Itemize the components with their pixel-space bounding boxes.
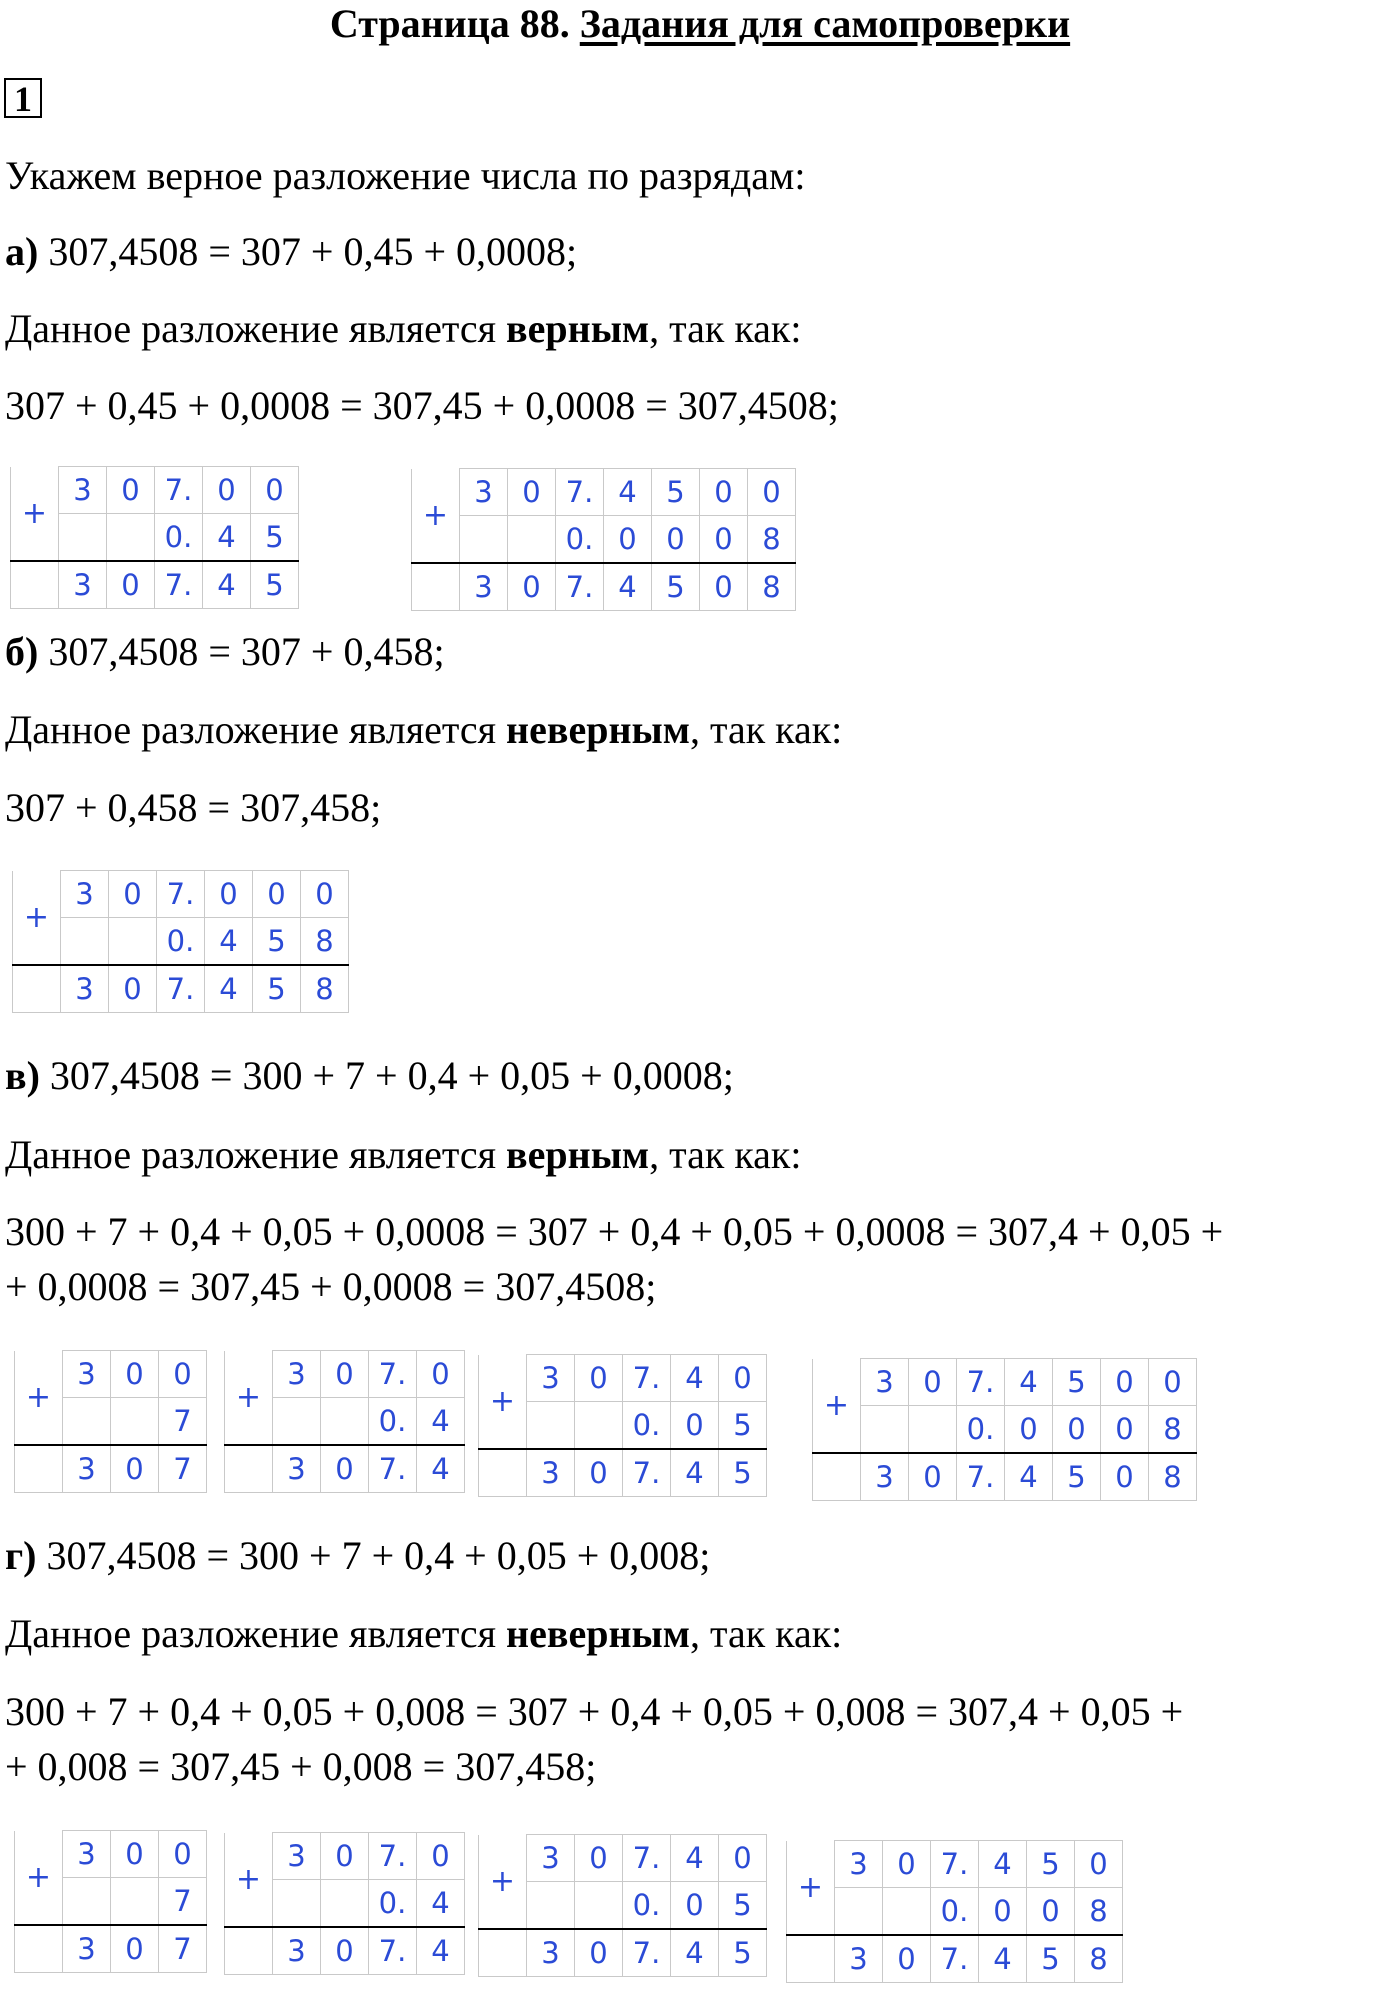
digit-cell: 3 bbox=[273, 1927, 321, 1975]
digit-cell: 7. bbox=[369, 1833, 417, 1880]
column-addition-v1 bbox=[14, 1350, 207, 1493]
column-addition-g2 bbox=[224, 1832, 465, 1975]
digit-cell bbox=[273, 1880, 321, 1928]
digit-cell: 7. bbox=[369, 1445, 417, 1493]
part-g-expression: 307,4508 = 300 + 7 + 0,4 + 0,05 + 0,008; bbox=[36, 1533, 711, 1578]
digit-cell bbox=[575, 1882, 623, 1930]
grid-spacer-cell bbox=[15, 1925, 63, 1973]
digit-cell: 0 bbox=[575, 1929, 623, 1977]
digit-cell: 0 bbox=[1005, 1406, 1053, 1454]
digit-cell: 5 bbox=[719, 1449, 767, 1497]
digit-cell bbox=[575, 1402, 623, 1450]
digit-cell: 3 bbox=[527, 1835, 575, 1882]
digit-cell: 3 bbox=[527, 1355, 575, 1402]
grid-row-r2 bbox=[787, 1888, 1123, 1936]
digit-cell: 0 bbox=[321, 1927, 369, 1975]
part-a-label: а) bbox=[5, 229, 39, 274]
plus-sign: + bbox=[13, 871, 61, 966]
digit-cell bbox=[460, 516, 508, 564]
digit-cell bbox=[883, 1888, 931, 1936]
digit-cell: 7. bbox=[957, 1453, 1005, 1501]
grid-row-sum bbox=[479, 1929, 767, 1977]
digit-cell: 0 bbox=[301, 871, 349, 918]
digit-cell: 0 bbox=[700, 516, 748, 564]
digit-cell: 7 bbox=[159, 1445, 207, 1493]
grid-row-sum bbox=[11, 561, 299, 609]
digit-cell bbox=[61, 918, 109, 966]
part-g-statement bbox=[5, 1532, 710, 1580]
digit-cell: 7. bbox=[623, 1929, 671, 1977]
plus-sign: + bbox=[412, 469, 460, 564]
digit-cell: 0 bbox=[251, 467, 299, 514]
digit-cell: 0 bbox=[321, 1833, 369, 1880]
part-b-statement bbox=[5, 628, 445, 676]
grid-row-r1 bbox=[225, 1351, 465, 1398]
digit-cell: 0 bbox=[321, 1351, 369, 1398]
digit-cell: 0 bbox=[159, 1831, 207, 1878]
digit-cell: 7. bbox=[369, 1927, 417, 1975]
plus-sign: + bbox=[15, 1831, 63, 1926]
part-v-verdict-word: верным bbox=[506, 1132, 650, 1177]
grid-row-r1 bbox=[813, 1359, 1197, 1406]
grid-row-r1 bbox=[479, 1355, 767, 1402]
digit-cell: 7. bbox=[957, 1359, 1005, 1406]
plus-sign: + bbox=[479, 1355, 527, 1450]
digit-cell: 7. bbox=[623, 1449, 671, 1497]
digit-cell: 4 bbox=[417, 1927, 465, 1975]
grid-row-sum bbox=[412, 563, 796, 611]
plus-sign: + bbox=[813, 1359, 861, 1454]
part-v-verdict-pre: Данное разложение является bbox=[5, 1132, 507, 1177]
digit-cell: 0 bbox=[1027, 1888, 1075, 1936]
grid-row-sum bbox=[479, 1449, 767, 1497]
digit-cell: 0. bbox=[623, 1882, 671, 1930]
column-addition-v3 bbox=[478, 1354, 767, 1497]
part-g-calc-line1: 300 + 7 + 0,4 + 0,05 + 0,008 = 307 + 0,4 + 0,05 + 0,008 = 307,4 + 0,05 + bbox=[5, 1689, 1184, 1734]
digit-cell: 7. bbox=[623, 1835, 671, 1882]
digit-cell: 3 bbox=[63, 1831, 111, 1878]
part-a-verdict bbox=[5, 305, 801, 353]
digit-cell: 0 bbox=[700, 469, 748, 516]
digit-cell: 7 bbox=[159, 1925, 207, 1973]
digit-cell: 4 bbox=[979, 1935, 1027, 1983]
part-b-verdict bbox=[5, 706, 842, 754]
digit-cell: 0. bbox=[155, 514, 203, 562]
grid-row-r2 bbox=[813, 1406, 1197, 1454]
digit-cell: 3 bbox=[61, 871, 109, 918]
digit-cell: 4 bbox=[671, 1835, 719, 1882]
digit-cell bbox=[59, 514, 107, 562]
intro-text: Укажем верное разложение числа по разрядам: bbox=[5, 153, 806, 198]
column-addition-g3 bbox=[478, 1834, 767, 1977]
digit-cell: 3 bbox=[527, 1929, 575, 1977]
digit-cell: 4 bbox=[979, 1841, 1027, 1888]
digit-cell: 0 bbox=[671, 1402, 719, 1450]
grid-spacer-cell bbox=[11, 561, 59, 609]
column-addition-g4 bbox=[786, 1840, 1123, 1983]
digit-cell: 8 bbox=[1149, 1406, 1197, 1454]
digit-cell: 0. bbox=[931, 1888, 979, 1936]
digit-cell: 8 bbox=[301, 965, 349, 1013]
part-v-calc-line2: + 0,0008 = 307,45 + 0,0008 = 307,4508; bbox=[5, 1264, 657, 1309]
digit-cell: 0 bbox=[109, 965, 157, 1013]
part-g-verdict-word: неверным bbox=[506, 1611, 690, 1656]
digit-cell: 3 bbox=[63, 1925, 111, 1973]
part-v-expression: 307,4508 = 300 + 7 + 0,4 + 0,05 + 0,0008; bbox=[39, 1053, 734, 1098]
digit-cell: 5 bbox=[719, 1929, 767, 1977]
column-addition-a1 bbox=[10, 466, 299, 609]
part-g-verdict-pre: Данное разложение является bbox=[5, 1611, 507, 1656]
column-addition-v4 bbox=[812, 1358, 1197, 1501]
grid-spacer-cell bbox=[225, 1927, 273, 1975]
part-b-calc: 307 + 0,458 = 307,458; bbox=[5, 785, 382, 830]
digit-cell: 5 bbox=[253, 918, 301, 966]
digit-cell: 3 bbox=[861, 1359, 909, 1406]
digit-cell: 7. bbox=[931, 1935, 979, 1983]
digit-cell: 0 bbox=[111, 1445, 159, 1493]
grid-spacer-cell bbox=[225, 1445, 273, 1493]
grid-spacer-cell bbox=[13, 965, 61, 1013]
digit-cell: 5 bbox=[251, 561, 299, 609]
digit-cell: 0 bbox=[1101, 1453, 1149, 1501]
digit-cell: 0 bbox=[575, 1449, 623, 1497]
part-b-verdict-pre: Данное разложение является bbox=[5, 707, 507, 752]
title-prefix: Страница 88. bbox=[329, 1, 570, 46]
digit-cell: 0 bbox=[1053, 1406, 1101, 1454]
digit-cell: 0 bbox=[205, 871, 253, 918]
grid-spacer-cell bbox=[813, 1453, 861, 1501]
digit-cell bbox=[508, 516, 556, 564]
digit-cell: 0 bbox=[719, 1835, 767, 1882]
digit-cell bbox=[63, 1878, 111, 1926]
digit-cell: 8 bbox=[1149, 1453, 1197, 1501]
digit-cell: 0 bbox=[652, 516, 700, 564]
plus-sign: + bbox=[15, 1351, 63, 1446]
column-addition-a2 bbox=[411, 468, 796, 611]
digit-cell bbox=[909, 1406, 957, 1454]
column-addition-v2 bbox=[224, 1350, 465, 1493]
digit-cell: 5 bbox=[253, 965, 301, 1013]
digit-cell: 0 bbox=[417, 1351, 465, 1398]
grid-row-r2 bbox=[13, 918, 349, 966]
grid-row-r1 bbox=[13, 871, 349, 918]
digit-cell: 0 bbox=[1149, 1359, 1197, 1406]
digit-cell bbox=[527, 1882, 575, 1930]
digit-cell: 4 bbox=[671, 1355, 719, 1402]
part-a-verdict-pre: Данное разложение является bbox=[5, 306, 507, 351]
digit-cell: 0 bbox=[575, 1355, 623, 1402]
plus-sign: + bbox=[225, 1351, 273, 1446]
grid-row-sum bbox=[225, 1445, 465, 1493]
digit-cell: 4 bbox=[203, 514, 251, 562]
digit-cell: 0 bbox=[700, 563, 748, 611]
grid-row-r1 bbox=[15, 1831, 207, 1878]
digit-cell: 5 bbox=[652, 469, 700, 516]
digit-cell: 0 bbox=[979, 1888, 1027, 1936]
digit-cell bbox=[321, 1398, 369, 1446]
digit-cell: 0 bbox=[748, 469, 796, 516]
part-v-verdict bbox=[5, 1131, 801, 1179]
task-number: 1 bbox=[4, 78, 42, 118]
digit-cell: 0 bbox=[1075, 1841, 1123, 1888]
digit-cell: 0 bbox=[107, 561, 155, 609]
part-a-expression: 307,4508 = 307 + 0,45 + 0,0008; bbox=[38, 229, 578, 274]
digit-cell: 7. bbox=[369, 1351, 417, 1398]
digit-cell: 5 bbox=[652, 563, 700, 611]
digit-cell bbox=[111, 1398, 159, 1446]
digit-cell: 0 bbox=[107, 467, 155, 514]
digit-cell: 0. bbox=[556, 516, 604, 564]
digit-cell: 5 bbox=[719, 1882, 767, 1930]
digit-cell: 7. bbox=[157, 871, 205, 918]
digit-cell: 0 bbox=[111, 1831, 159, 1878]
digit-cell: 7. bbox=[157, 965, 205, 1013]
part-v-label: в) bbox=[5, 1053, 40, 1098]
digit-cell: 3 bbox=[59, 467, 107, 514]
part-g-label: г) bbox=[5, 1533, 37, 1578]
digit-cell: 0. bbox=[157, 918, 205, 966]
part-a-verdict-word: верным bbox=[506, 306, 650, 351]
digit-cell: 3 bbox=[835, 1935, 883, 1983]
grid-row-sum bbox=[13, 965, 349, 1013]
digit-cell: 0 bbox=[909, 1453, 957, 1501]
digit-cell bbox=[835, 1888, 883, 1936]
grid-row-sum bbox=[15, 1925, 207, 1973]
digit-cell: 0 bbox=[111, 1925, 159, 1973]
digit-cell: 0. bbox=[623, 1402, 671, 1450]
part-a-calc: 307 + 0,45 + 0,0008 = 307,45 + 0,0008 = 307,4508; bbox=[5, 383, 839, 428]
digit-cell: 4 bbox=[205, 965, 253, 1013]
digit-cell: 0. bbox=[369, 1398, 417, 1446]
digit-cell: 4 bbox=[1005, 1453, 1053, 1501]
digit-cell: 8 bbox=[748, 563, 796, 611]
plus-sign: + bbox=[787, 1841, 835, 1936]
grid-spacer-cell bbox=[479, 1449, 527, 1497]
digit-cell: 3 bbox=[273, 1445, 321, 1493]
digit-cell: 7 bbox=[159, 1398, 207, 1446]
digit-cell: 7. bbox=[556, 563, 604, 611]
digit-cell bbox=[111, 1878, 159, 1926]
digit-cell: 4 bbox=[417, 1398, 465, 1446]
part-g-verdict-post: , так как: bbox=[689, 1611, 843, 1656]
digit-cell: 0 bbox=[508, 563, 556, 611]
digit-cell: 3 bbox=[59, 561, 107, 609]
grid-spacer-cell bbox=[15, 1445, 63, 1493]
digit-cell: 3 bbox=[460, 469, 508, 516]
digit-cell: 7. bbox=[556, 469, 604, 516]
digit-cell: 4 bbox=[604, 469, 652, 516]
digit-cell: 4 bbox=[604, 563, 652, 611]
page-title bbox=[0, 0, 1400, 47]
digit-cell: 7. bbox=[623, 1355, 671, 1402]
digit-cell: 0 bbox=[159, 1351, 207, 1398]
part-b-verdict-word: неверным bbox=[506, 707, 690, 752]
grid-row-r1 bbox=[412, 469, 796, 516]
digit-cell: 7. bbox=[155, 467, 203, 514]
digit-cell: 0 bbox=[111, 1351, 159, 1398]
part-b-label: б) bbox=[5, 629, 39, 674]
grid-spacer-cell bbox=[787, 1935, 835, 1983]
plus-sign: + bbox=[225, 1833, 273, 1928]
digit-cell: 5 bbox=[251, 514, 299, 562]
digit-cell: 3 bbox=[527, 1449, 575, 1497]
digit-cell: 4 bbox=[671, 1449, 719, 1497]
digit-cell: 3 bbox=[861, 1453, 909, 1501]
digit-cell: 5 bbox=[719, 1402, 767, 1450]
grid-row-r1 bbox=[225, 1833, 465, 1880]
part-v-verdict-post: , так как: bbox=[649, 1132, 802, 1177]
digit-cell: 8 bbox=[1075, 1888, 1123, 1936]
digit-cell: 8 bbox=[748, 516, 796, 564]
digit-cell: 0 bbox=[508, 469, 556, 516]
grid-row-r1 bbox=[787, 1841, 1123, 1888]
part-b-verdict-post: , так как: bbox=[689, 707, 843, 752]
digit-cell: 0 bbox=[1101, 1406, 1149, 1454]
grid-row-sum bbox=[813, 1453, 1197, 1501]
digit-cell: 5 bbox=[1053, 1359, 1101, 1406]
digit-cell: 0 bbox=[719, 1355, 767, 1402]
grid-spacer-cell bbox=[412, 563, 460, 611]
digit-cell: 0. bbox=[957, 1406, 1005, 1454]
digit-cell: 0 bbox=[604, 516, 652, 564]
digit-cell: 7 bbox=[159, 1878, 207, 1926]
part-a-statement bbox=[5, 228, 577, 276]
digit-cell bbox=[107, 514, 155, 562]
column-addition-g1 bbox=[14, 1830, 207, 1973]
digit-cell: 5 bbox=[1027, 1935, 1075, 1983]
digit-cell: 7. bbox=[931, 1841, 979, 1888]
plus-sign: + bbox=[479, 1835, 527, 1930]
digit-cell: 8 bbox=[301, 918, 349, 966]
digit-cell: 3 bbox=[460, 563, 508, 611]
part-v-statement bbox=[5, 1052, 734, 1100]
grid-row-sum bbox=[787, 1935, 1123, 1983]
part-g-verdict bbox=[5, 1610, 842, 1658]
digit-cell: 0 bbox=[109, 871, 157, 918]
grid-row-r1 bbox=[11, 467, 299, 514]
column-addition-b1 bbox=[12, 870, 349, 1013]
digit-cell bbox=[321, 1880, 369, 1928]
digit-cell bbox=[861, 1406, 909, 1454]
digit-cell: 0 bbox=[671, 1882, 719, 1930]
digit-cell: 0. bbox=[369, 1880, 417, 1928]
grid-row-sum bbox=[15, 1445, 207, 1493]
digit-cell bbox=[63, 1398, 111, 1446]
grid-row-r1 bbox=[15, 1351, 207, 1398]
digit-cell: 5 bbox=[1027, 1841, 1075, 1888]
digit-cell: 4 bbox=[205, 918, 253, 966]
digit-cell: 0 bbox=[575, 1835, 623, 1882]
digit-cell: 4 bbox=[417, 1445, 465, 1493]
digit-cell: 8 bbox=[1075, 1935, 1123, 1983]
part-a-verdict-post: , так как: bbox=[649, 306, 802, 351]
part-b-expression: 307,4508 = 307 + 0,458; bbox=[38, 629, 445, 674]
part-g-calc-line2: + 0,008 = 307,45 + 0,008 = 307,458; bbox=[5, 1744, 597, 1789]
digit-cell: 0 bbox=[321, 1445, 369, 1493]
digit-cell: 3 bbox=[835, 1841, 883, 1888]
digit-cell: 3 bbox=[61, 965, 109, 1013]
digit-cell bbox=[273, 1398, 321, 1446]
digit-cell: 3 bbox=[63, 1445, 111, 1493]
digit-cell: 0 bbox=[909, 1359, 957, 1406]
digit-cell: 4 bbox=[203, 561, 251, 609]
grid-row-r2 bbox=[412, 516, 796, 564]
digit-cell: 7. bbox=[155, 561, 203, 609]
title-underlined: Задания для самопроверки bbox=[579, 1, 1071, 46]
plus-sign: + bbox=[11, 467, 59, 562]
digit-cell: 0 bbox=[203, 467, 251, 514]
digit-cell: 0 bbox=[883, 1841, 931, 1888]
grid-spacer-cell bbox=[479, 1929, 527, 1977]
digit-cell: 3 bbox=[273, 1833, 321, 1880]
part-v-calc-line1: 300 + 7 + 0,4 + 0,05 + 0,0008 = 307 + 0,4 + 0,05 + 0,0008 = 307,4 + 0,05 + bbox=[5, 1209, 1224, 1254]
digit-cell: 0 bbox=[1101, 1359, 1149, 1406]
digit-cell bbox=[109, 918, 157, 966]
digit-cell: 0 bbox=[417, 1833, 465, 1880]
grid-row-sum bbox=[225, 1927, 465, 1975]
digit-cell bbox=[527, 1402, 575, 1450]
digit-cell: 4 bbox=[671, 1929, 719, 1977]
digit-cell: 0 bbox=[253, 871, 301, 918]
digit-cell: 5 bbox=[1053, 1453, 1101, 1501]
digit-cell: 0 bbox=[883, 1935, 931, 1983]
digit-cell: 3 bbox=[273, 1351, 321, 1398]
digit-cell: 4 bbox=[1005, 1359, 1053, 1406]
digit-cell: 4 bbox=[417, 1880, 465, 1928]
digit-cell: 3 bbox=[63, 1351, 111, 1398]
grid-row-r1 bbox=[479, 1835, 767, 1882]
